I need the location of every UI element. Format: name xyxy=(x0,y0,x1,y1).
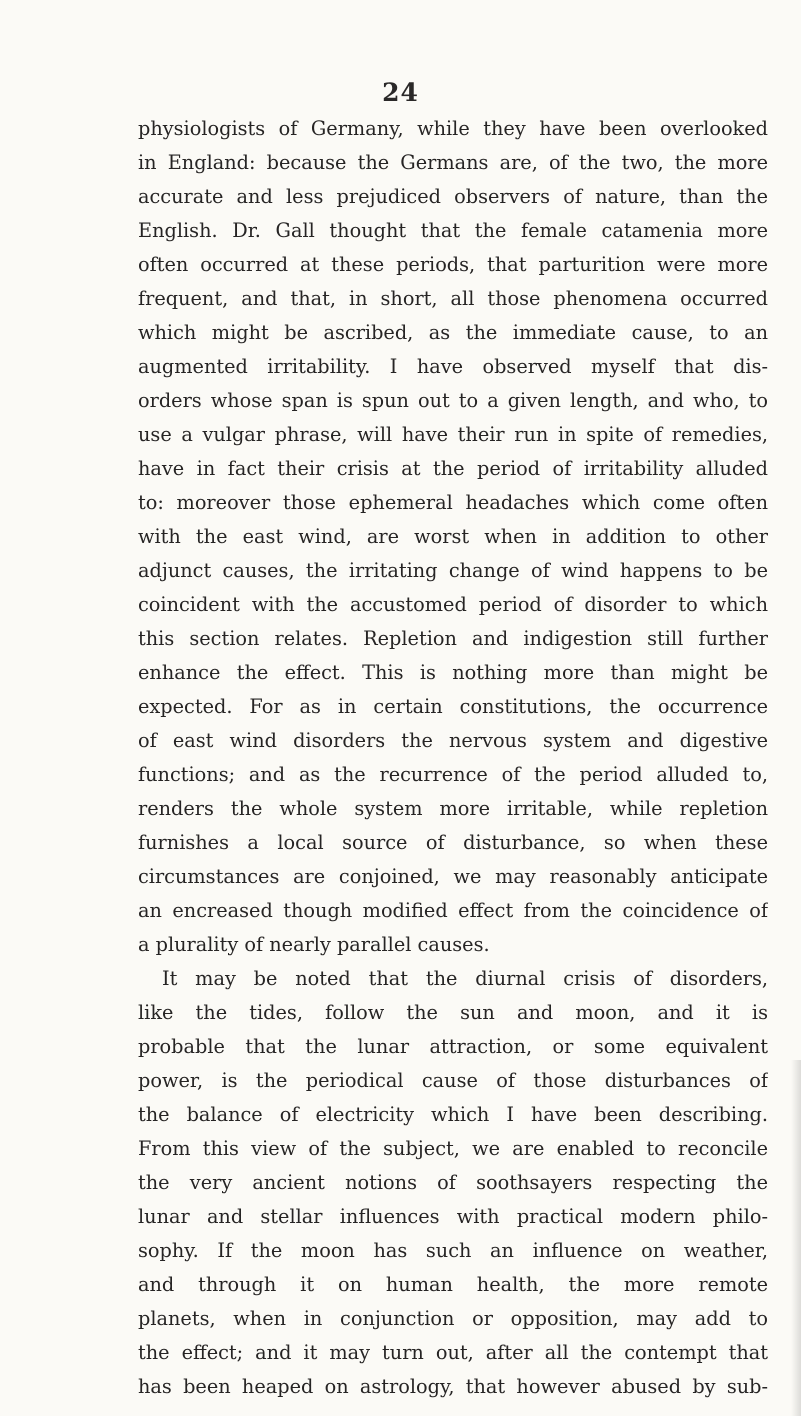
text-line: circumstances are conjoined, we may reasonably anticipate xyxy=(138,865,768,888)
text-line: functions; and as the recurrence of the period alluded to, xyxy=(138,763,768,786)
text-line: furnishes a local source of disturbance, so when these xyxy=(138,831,768,854)
text-line: the balance of electricity which I have been describing. xyxy=(138,1103,768,1126)
text-line: expected. For as in certain constitutions, the occurrence xyxy=(138,695,768,718)
text-line: of east wind disorders the nervous system and digestive xyxy=(138,729,768,752)
text-line: the very ancient notions of soothsayers respecting the xyxy=(138,1171,768,1194)
text-line: enhance the effect. This is nothing more than might be xyxy=(138,661,768,684)
text-line: physiologists of Germany, while they have been overlooked xyxy=(138,117,768,140)
text-line: coincident with the accustomed period of disorder to which xyxy=(138,593,768,616)
text-line: to: moreover those ephemeral headaches which come often xyxy=(138,491,768,514)
text-line: English. Dr. Gall thought that the female catamenia more xyxy=(138,219,768,242)
text-line: a plurality of nearly parallel causes. xyxy=(138,933,490,956)
text-line: have in fact their crisis at the period of irritability alluded xyxy=(138,457,768,480)
text-line: and through it on human health, the more remote xyxy=(138,1273,768,1296)
text-line: this section relates. Repletion and indigestion still further xyxy=(138,627,768,650)
text-line: lunar and stellar influences with practical modern philo- xyxy=(138,1205,768,1228)
text-line: use a vulgar phrase, will have their run in spite of remedies, xyxy=(138,423,768,446)
text-line: orders whose span is spun out to a given length, and who, to xyxy=(138,389,768,412)
text-line: which might be ascribed, as the immediate cause, to an xyxy=(138,321,768,344)
text-line: an encreased though modified effect from the coincidence of xyxy=(138,899,768,922)
text-line: with the east wind, are worst when in addition to other xyxy=(138,525,768,548)
text-line: sophy. If the moon has such an influence on weather, xyxy=(138,1239,768,1262)
text-line: renders the whole system more irritable, while repletion xyxy=(138,797,768,820)
text-line: accurate and less prejudiced observers of nature, than the xyxy=(138,185,768,208)
text-line: the effect; and it may turn out, after all the contempt that xyxy=(138,1341,768,1364)
page-edge-shadow xyxy=(791,1060,801,1416)
page-number: 24 xyxy=(382,78,419,107)
text-line: planets, when in conjunction or opposition, may add to xyxy=(138,1307,768,1330)
text-line: like the tides, follow the sun and moon, and it is xyxy=(138,1001,768,1024)
text-line: has been heaped on astrology, that however abused by sub- xyxy=(138,1375,768,1398)
text-line: It may be noted that the diurnal crisis of disorders, xyxy=(162,967,768,990)
text-line: in England: because the Germans are, of the two, the more xyxy=(138,151,768,174)
text-line: power, is the periodical cause of those disturbances of xyxy=(138,1069,768,1092)
text-line: From this view of the subject, we are enabled to reconcile xyxy=(138,1137,768,1160)
text-line: frequent, and that, in short, all those phenomena occurred xyxy=(138,287,768,310)
text-line: augmented irritability. I have observed myself that dis- xyxy=(138,355,768,378)
text-line: adjunct causes, the irritating change of wind happens to be xyxy=(138,559,768,582)
text-line: often occurred at these periods, that parturition were more xyxy=(138,253,768,276)
text-line: probable that the lunar attraction, or some equivalent xyxy=(138,1035,768,1058)
